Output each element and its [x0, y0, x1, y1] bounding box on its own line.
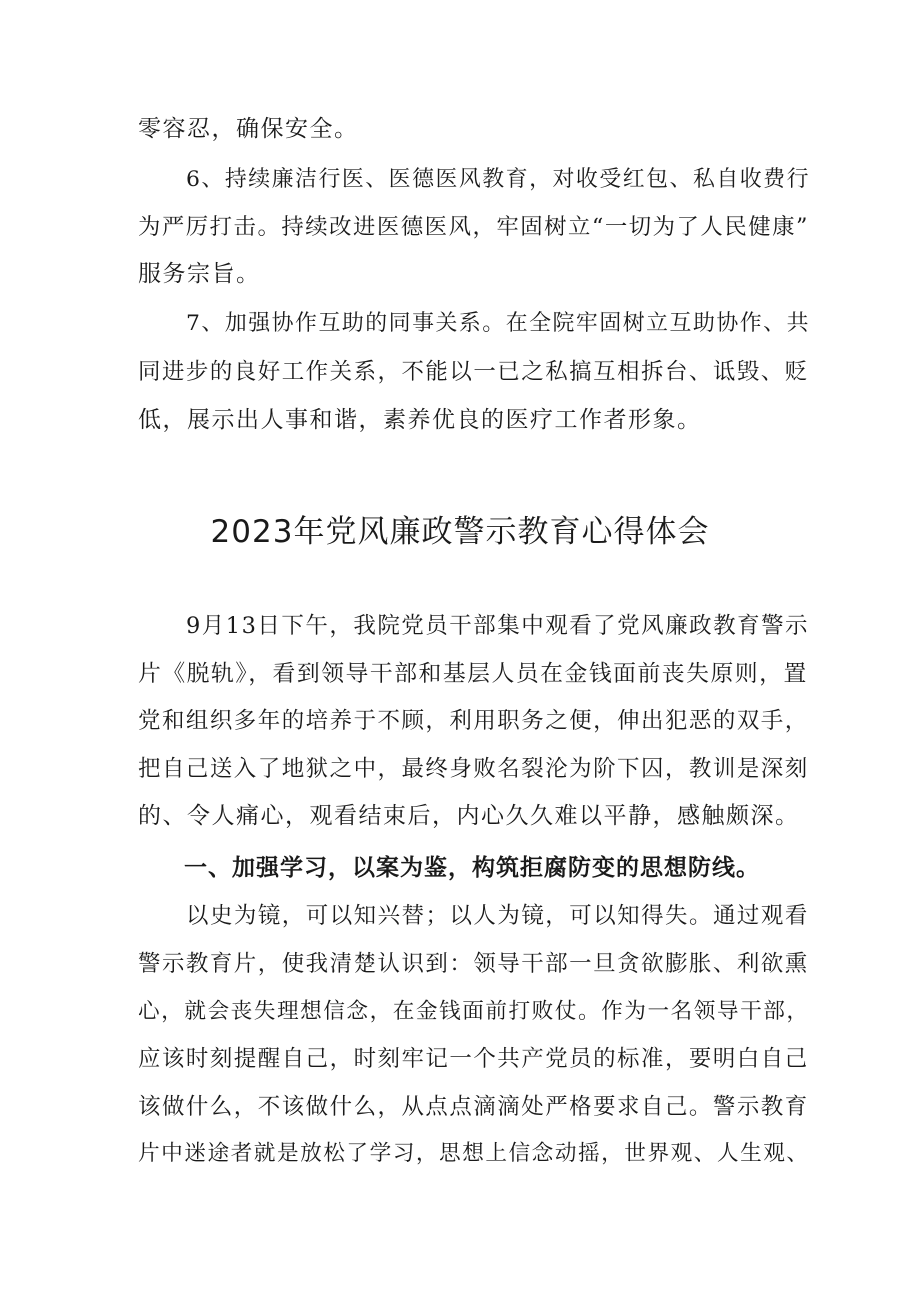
text-line: 以史为镜，可以知兴替；以人为镜，可以知得失。通过观看: [186, 903, 809, 929]
text-line: 心，就会丧失理想信念，在金钱面前打败仗。作为一名领导干部，: [138, 999, 810, 1024]
text-line: 低，展示出人事和谐，素养优良的医疗工作者形象。: [138, 407, 702, 433]
text-line: 警示教育片，使我清楚认识到：领导干部一旦贪欲膨胀、利欲熏: [138, 951, 809, 977]
text-line: 服务宗旨。: [138, 261, 261, 287]
text-line: 同进步的良好工作关系，不能以一已之私搞互相拆台、诋毁、贬: [138, 359, 809, 385]
text-line: 党和组织多年的培养于不顾，利用职务之便，伸出犯恶的双手，: [138, 708, 809, 734]
text-line: 9月13日下午，我院党员干部集中观看了党风廉政教育警示: [186, 613, 810, 639]
section-heading: 一、加强学习，以案为鉴，构筑拒腐防变的思想防线。: [184, 855, 760, 881]
text-line: 7、加强协作互助的同事关系。在全院牢固树立互助协作、共: [186, 311, 810, 336]
text-line: 片《脱轨》，看到领导干部和基层人员在金钱面前丧失原则，置: [138, 661, 808, 687]
text-line: 片中迷途者就是放松了学习，思想上信念动摇，世界观、人生观、: [138, 1141, 810, 1166]
text-line: 为严厉打击。持续改进医德医风，牢固树立“一切为了人民健康”: [138, 214, 809, 240]
text-line: 零容忍，确保安全。: [138, 116, 359, 142]
text-line: 该做什么，不该做什么，从点点滴滴处严格要求自己。警示教育: [138, 1094, 809, 1120]
text-line: 把自己送入了地狱之中，最终身败名裂沦为阶下囚，教训是深刻: [138, 756, 809, 782]
text-line: 的、令人痛心，观看结束后，内心久久难以平静，感触颇深。: [138, 803, 800, 829]
text-line: 6、持续廉洁行医、医德医风教育，对收受红包、私自收费行: [186, 167, 810, 192]
text-line: 应该时刻提醒自己，时刻牢记一个共产党员的标准，要明白自己: [138, 1046, 809, 1072]
document-title: 2023年党风廉政警示教育心得体会: [210, 514, 710, 550]
